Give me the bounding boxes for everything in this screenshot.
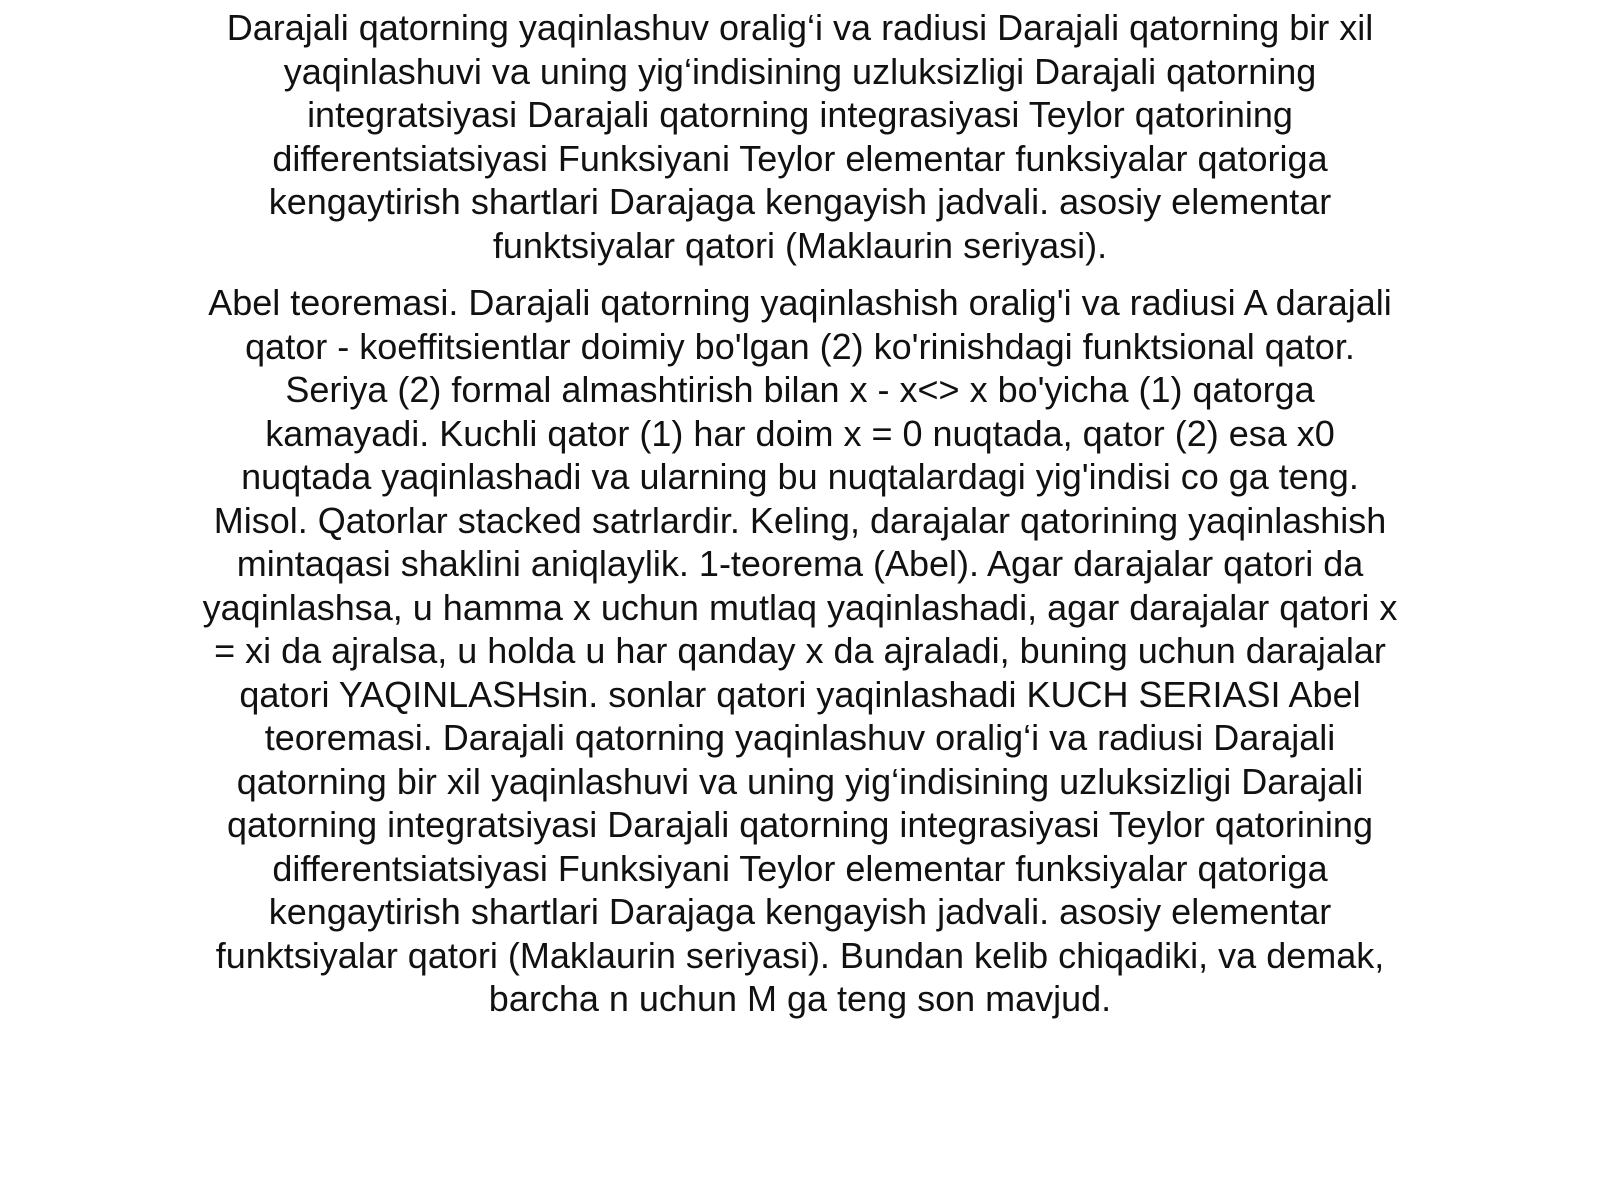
paragraph-abel-theorem: Abel teoremasi. Darajali qatorning yaqinlashish oralig'i va radiusi A darajali qator - koeffitsientlar doimiy bo'lgan (2) ko'rinishdagi funktsional qator. Seriya (2) formal almashtirish bilan x - x<> x bo'yicha (1) qatorga kamayadi. Kuchli qator (1) har doim x = 0 nuqtada, qator (2) esa x0 nuqtada yaqinlashadi va ularning bu nuqtalardagi yig'indisi co ga teng. Misol. Qatorlar stacked satrlardir. Keling, darajalar qatorining yaqinlashish mintaqasi shaklini aniqlaylik. 1-teorema (Abel). Agar darajalar qatori da yaqinlashsa, u hamma x uchun mutlaq yaqinlashadi, agar darajalar qatori x = xi da ajralsa, u holda u har qanday x da ajraladi, buning uchun darajalar qatori YAQINLASHsin. sonlar qatori yaqinlashadi KUCH SERIASI Abel teoremasi. Darajali qatorning yaqinlashuv oralig‘i va radiusi Darajali qatorning bir xil yaqinlashuvi va uning yig‘indisining uzluksizligi Darajali qatorning integratsiyasi Darajali qatorning integrasiyasi Teylor qatorining differentsiatsiyasi Funksiyani Teylor elementar funksiyalar qatoriga kengaytirish shartlari Darajaga kengayish jadvali. asosiy elementar funktsiyalar qatori (Maklaurin seriyasi). Bundan kelib chiqadiki, va demak, barcha n uchun M ga teng son mavjud. [202, 282, 1398, 1019]
paragraph-intro: Darajali qatorning yaqinlashuv oralig‘i va radiusi Darajali qatorning bir xil yaqinlashuvi va uning yig‘indisining uzluksizligi Darajali qatorning integratsiyasi Darajali qatorning integrasiyasi Teylor qatorining differentsiatsiyasi Funksiyani Teylor elementar funksiyalar qatoriga kengaytirish shartlari Darajaga kengayish jadvali. asosiy elementar funktsiyalar qatori (Maklaurin seriyasi). [226, 7, 1374, 266]
document-page [200, 6, 1400, 1035]
